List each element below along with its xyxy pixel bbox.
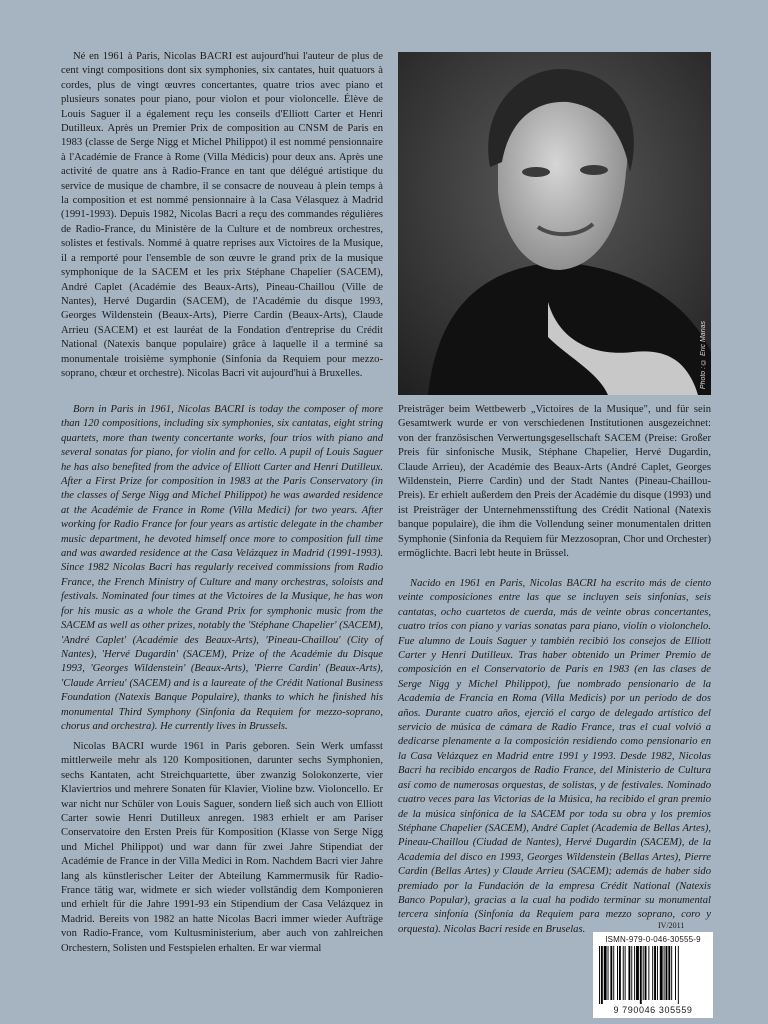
portrait-image bbox=[398, 52, 711, 395]
bio-french bbox=[61, 50, 383, 381]
bio-english-text: Born in Paris in 1961, Nicolas BACRI is today the composer of more than 120 compositions, including six symphonies, six cantatas, eight string quartets, more than twenty concertante works, four trios with piano and several sonatas for piano, for violin and for cello. A pupil of Louis Saguer he has also benefited from the advice of Elliott Carter and Henri Dutilleux. After a First Prize for composition in 1983 at the Paris Conservatory (in the classes of Serge Nigg and Michel Philippot) he was awarded residence at the Académie de France in Rome (Villa Medici) for two years. After working for Radio France for four years as artistic delegate in the chamber music department, he devoted himself once more to composition full time and was awarded residence at the Casa Velázquez in Madrid (1991-1993). Since 1982 Nicolas Bacri has regularly received commissions from Radio France, the French Ministry of Culture and many orchestras, soloists and festivals. Nominated four times at the Victoires de la Musique, he has won for his music as a whole the Grand Prix for symphonic music from the SACEM as well as other prizes, notably the 'Stéphane Chapelier' (SACEM), 'André Caplet' (Académie des Beaux-Arts), 'Pineau-Chaillou' (City of Nantes), 'Hervé Dugardin' (SACEM), Prize of the Académie du Disque 1993, 'Georges Wildenstein' (Beaux-Arts), 'Pierre Cardin' (Beaux-Arts), 'Claude Arrieu' (SACEM) and is a laureate of the Crédit National Business Foundation (Natexis Banque Populaire), thanks to which he finished his monumental Third Symphony (Sinfonia da Requiem for mezzo-soprano, chorus and orchestra). He currently lives in Brussels. bbox=[61, 404, 383, 732]
composer-photo bbox=[398, 52, 711, 395]
barcode-panel bbox=[593, 932, 713, 1018]
bio-german bbox=[61, 740, 383, 956]
bio-spanish bbox=[398, 577, 711, 937]
bio-french-text: Né en 1961 à Paris, Nicolas BACRI est aujourd'hui l'auteur de plus de cent vingt compositions dont six symphonies, six cantates, huit quatuors à cordes, plus de vingt œuvres concertantes, quatre trios avec piano et plusieurs sonates pour piano, pour violon et pour violoncelle. Élève de Louis Saguer il a également reçu les conseils d'Elliott Carter et Henri Dutilleux. Après un Premier Prix de composition au CNSM de Paris en 1983 (classe de Serge Nigg et Michel Philippot) il est nommé pensionnaire à l'Académie de France à Rome (Villa Médicis) pour deux ans. Après une activité de quatre ans à Radio-France en tant que délégué artistique du service de musique de chambre, il se consacre de nouveau à plein temps à la composition et est nommé pensionnaire à la Casa Vélasquez à Madrid (1991-1993). Depuis 1982, Nicolas Bacri a reçu des commandes régulières de Radio-France, du Ministère de la Culture et de nombreux orchestres, solistes et festivals. Nommé à quatre reprises aux Victoires de la Musique, il a remporté pour l'ensemble de son œuvre le grand prix de la musique symphonique de la SACEM et les prix Stéphane Chapelier (SACEM), André Caplet (Académie des Beaux-Arts), Pineau-Chaillou (Ville de Nantes), Hervé Dugardin (SACEM), de l'Académie du disque 1993, Georges Wildenstein (Beaux-Arts), Pierre Cardin (Beaux-Arts), Claude Arrieu (SACEM) et est lauréat de la Fondation d'entreprise du Crédit National (Natexis banque populaire) grâce à laquelle il a terminé sa monumentale troisième symphonie (Sinfonia da Requiem pour mezzo-soprano, chœur et orchestre). Nicolas Bacri vit aujourd'hui à Bruxelles. bbox=[61, 51, 383, 379]
bio-german-text-part2: Preisträger beim Wettbewerb „Victoires de la Musique", und für sein Gesamtwerk wurde er von verschiedenen Institutionen ausgezeichnet: von der französischen Verwertungsgesellschaft SACEM (Preise: Großer Preis für sinfonische Musik, Stéphane Chapelier, Hervé Dugardin, Claude Arrieu), der Académie des Beaux-Arts (André Caplet, Georges Wildenstein, Pierre Cardin) und der Stadt Nantes (Pineau-Chaillou-Preis). Er erhielt außerdem den Preis der Académie du disque (1993) und ist Preisträger der Unternehmensstiftung des Crédit National (Natexis banque populaire), die ihm die Vollendung seiner monumentalen dritten Symphonie (Sinfonia da Requiem für Mezzosopran, Chor und Orchester) ermöglichte. Bacri lebt heute in Brüssel. bbox=[398, 404, 711, 560]
bio-german-text-part1: Nicolas BACRI wurde 1961 in Paris geboren. Sein Werk umfasst mittlerweile mehr als 120 Kompositionen, darunter sechs Symphonien, sechs Kantaten, acht Streichquartette, über zwanzig Solokonzerte, vier Klaviertrios und mehrere Sonaten für Klavier, Violine bzw. Violoncello. Er war nicht nur Schüler von Louis Saguer, sondern ließ sich auch von Elliott Carter sowie Henri Dutilleux anregen. 1983 erhielt er am Pariser Conservatoire den Ersten Preis für Komposition (Klasse von Serge Nigg und Michel Philippot) und war dann für zwei Jahre Stipendiat der Académie de France in der Villa Medici in Rom. Nachdem Bacri vier Jahre lang als künstlerischer Leiter der Abteilung Kammermusik für Radio-France tätig war, widmete er sich wieder vollständig dem Komponieren und erhielt für die Jahre 1991-93 ein Stipendium der Casa Velázquez in Madrid. Bereits von 1982 an hatte Nicolas Bacri immer wieder Aufträge von Radio-France, vom Kultusministerium, aber auch von zahlreichen Orchestern, Solisten und Festspielen erhalten. Er war viermal bbox=[61, 741, 383, 954]
bio-english bbox=[61, 403, 383, 734]
bio-german-continued bbox=[398, 403, 711, 561]
ismn-number: ISMN-979-0-046-30555-9 bbox=[605, 935, 701, 944]
bio-spanish-text: Nacido en 1961 en Paris, Nicolas BACRI ha escrito más de ciento veinte composiciones entre las que se incluyen seis sinfonías, seis cantatas, ocho cuartetos de cuerda, más de veinte obras concertantes, cuatro tríos con piano y varias sonatas para piano, violín o violonchelo. Fue alumno de Louis Saguer y también recibió los consejos de Elliott Carter y Henri Dutilleux. Tras haber obtenido un Primer Premio de composición en el Conservatorio de Paris en 1983 (en las clases de Serge Nigg y Michel Philippot), fue nombrado pensionario de la Academia de Francia en Roma (Villa Medicis) por un período de dos años. Durante cuatro años, ejerció el cargo de delegado artístico del servicio de música de cámara de Radio France, tras el cual volvió a dedicarse plenamente a la composición residiendo como pensionario en la Casa Velázquez en Madrid entre 1991 y 1993. Desde 1982, Nicolas Bacri ha recibido encargos de Radio France, del Ministerio de Cultura así como de numerosas orquestas, de solistas, y de festivales. Nominado cuatro veces para las Victorias de la Música, ha recibido el gran premio de la música sinfónica de la SACEM por toda su obra y los premios Stéphane Chapelier (SACEM), André Caplet (Academia de Bellas Artes), Pineau-Chaillou (Ciudad de Nantes), Hervé Dugardin (SACEM), de la Academia del disco en 1993, Georges Wildenstein (Bellas Artes), Pierre Cardin (Bellas Artes) y Claude Arrieu (SACEM); además de haber sido premiado por la Fundación de la empresa Crédit National (Natexis Banco Popular), gracias a la cual ha podido terminar su monumental tercera sinfonía (Sinfonía da Requiem para mezzo soprano, coro y orquesta). Nicolas Bacri reside en Bruselas. bbox=[398, 578, 711, 935]
barcode-icon bbox=[599, 946, 707, 1004]
ean-number: 9 790046 305559 bbox=[613, 1005, 693, 1015]
photo-credit: Photo : © Eric Manas bbox=[700, 320, 707, 389]
print-date: IV/2011 bbox=[658, 921, 685, 930]
